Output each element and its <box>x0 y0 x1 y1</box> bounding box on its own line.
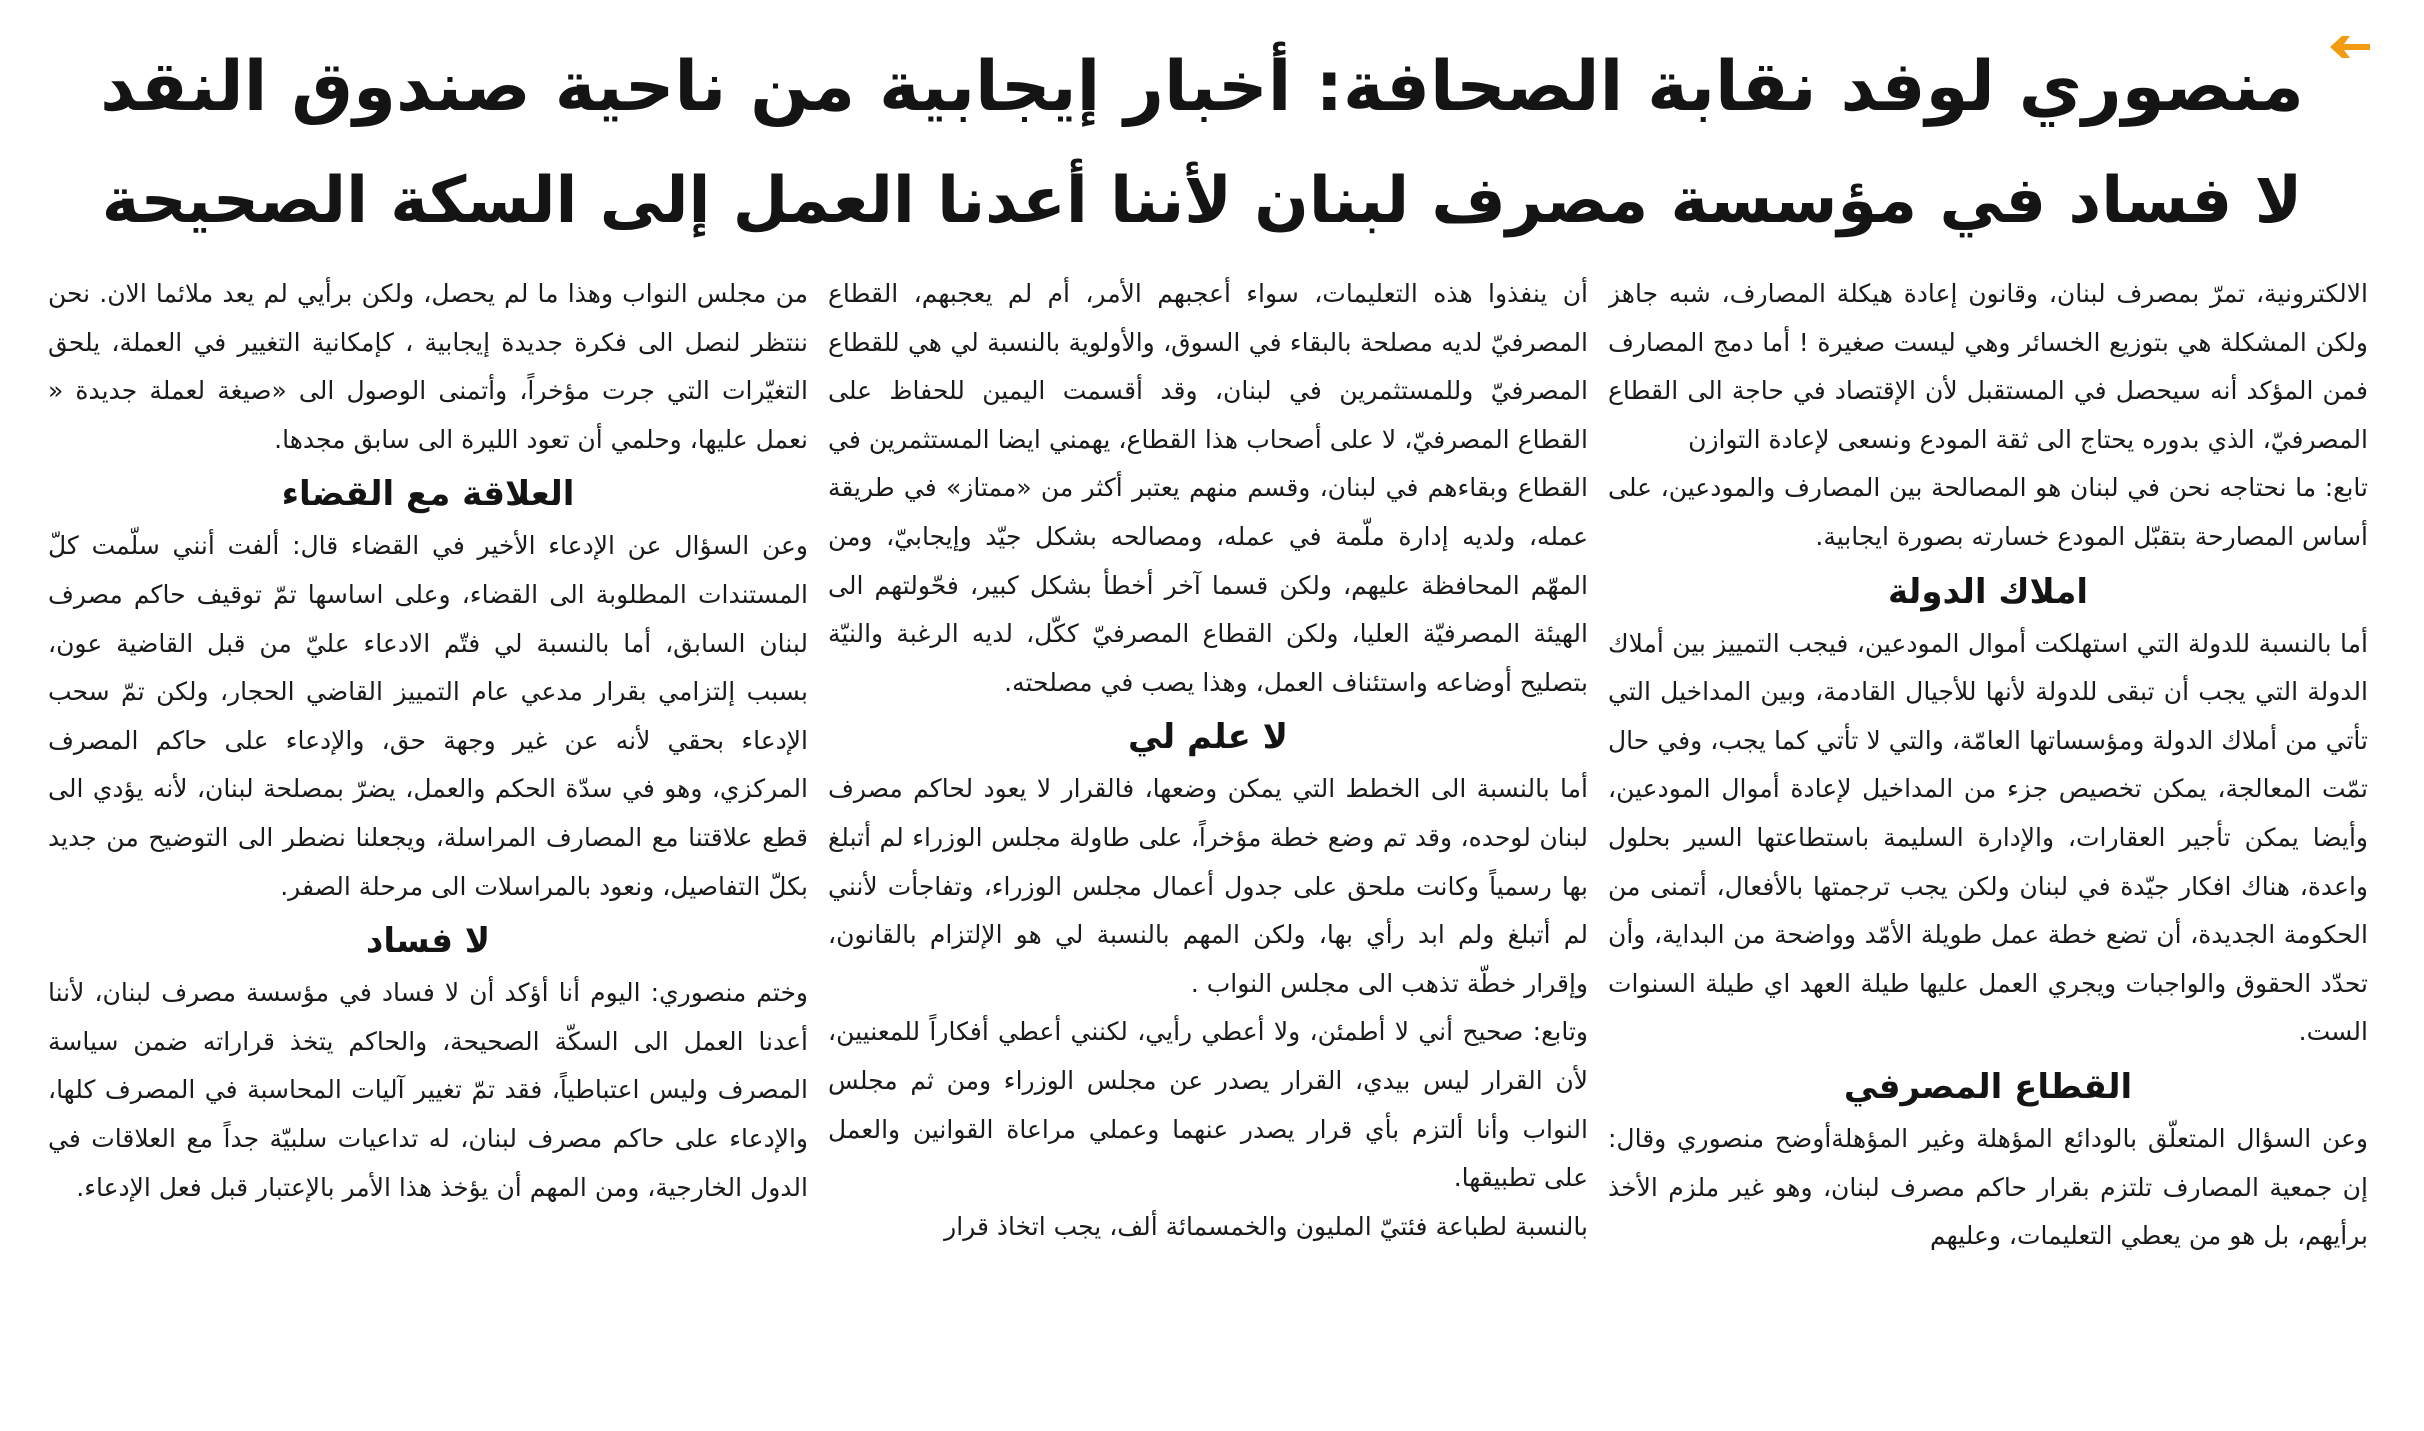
subheading-no-knowledge: لا علم لي <box>1128 717 1288 758</box>
arrow-left-icon <box>2326 32 2372 62</box>
paragraph: وعن السؤال عن الإدعاء الأخير في القضاء قال: ألفت أنني سلّمت كلّ المستندات المطلوبة الى القضاء، وعلى اساسها تمّ توقيف حاكم مصرف لبنان السابق، أما بالنسبة لي فتّم الادعاء عليّ من قبل القاضية عون، بسبب إلتزامي بقرار مدعي عام التمييز القاضي الحجار، ولكن تمّ سحب الإدعاء بحقي لأنه عن غير وجهة حق، والإدعاء على حاكم المصرف المركزي، وهو في سدّة الحكم والعمل، يضرّ بمصلحة لبنان، لأنه يؤدي الى قطع علاقتنا مع المصارف المراسلة، ويجعلنا نضطر الى التوضيح من جديد بكلّ التفاصيل، ونعود بالمراسلات الى مرحلة الصفر. <box>48 531 808 901</box>
subheading-state-assets: املاك الدولة <box>1887 571 2089 612</box>
paragraph: وعن السؤال المتعلّق بالودائع المؤهلة وغير المؤهلةأوضح منصوري وقال: إن جمعية المصارف تلتزم بقرار حاكم مصرف لبنان، وهو غير ملزم الأخذ برأيهم، بل هو من يعطي التعليمات، وعليهم <box>1608 1123 2368 1251</box>
subheading-no-corruption: لا فساد <box>365 921 491 962</box>
column-right <box>1608 270 2368 1380</box>
column-middle <box>828 270 1588 1380</box>
paragraph: وتابع: صحيح أني لا أطمئن، ولا أعطي رأيي، لكنني أعطي أفكاراً للمعنيين، لأن القرار ليس بيدي، القرار يصدر عن مجلس الوزراء ومن ثم مجلس النواب وأنا ألتزم بأي قرار يصدر عنهما وعملي مراعاة القوانين والعمل على تطبيقها. <box>828 1017 1588 1193</box>
headline-line-2: لا فساد في مؤسسة مصرف لبنان لأننا أعدنا العمل إلى السكة الصحيحة <box>101 164 2303 238</box>
paragraph: أن ينفذوا هذه التعليمات، سواء أعجبهم الأمر، أم لم يعجبهم، القطاع المصرفيّ لديه مصلحة بالبقاء في السوق، والأولوية بالنسبة لي هي للقطاع المصرفيّ وللمستثمرين في لبنان، وقد أقسمت اليمين للحفاظ على القطاع المصرفيّ، لا على أصحاب هذا القطاع، يهمني ايضا المستثمرين في القطاع وبقاءهم في لبنان، وقسم منهم يعتبر أكثر من «ممتاز» في طريقة عمله، ولديه إدارة ملّمة في عمله، ومصالحه بشكل جيّد وإيجابيّ، ومن المهّم المحافظة عليهم، ولكن قسما آخر أخطأ بشكل كبير، فحّولتهم الى الهيئة المصرفيّة العليا، ولكن القطاع المصرفيّ ككّل، لديه الرغبة والنيّة بتصليح أوضاعه واستئناف العمل، وهذا يصب في مصلحته. <box>828 279 1588 697</box>
column-left <box>48 270 808 1380</box>
paragraph: بالنسبة لطباعة فئتيّ المليون والخمسمائة ألف، يجب اتخاذ قرار <box>944 1211 1588 1241</box>
subheading-banking-sector: القطاع المصرفي <box>1843 1066 2133 1107</box>
headline-line-1: منصوري لوفد نقابة الصحافة: أخبار إيجابية من ناحية صندوق النقد <box>100 47 2304 127</box>
subheading-judiciary: العلاقة مع القضاء <box>281 474 575 515</box>
paragraph: الالكترونية، تمرّ بمصرف لبنان، وقانون إعادة هيكلة المصارف، شبه جاهز ولكن المشكلة هي بتوزيع الخسائر وهي ليست صغيرة ! أما دمج المصارف فمن المؤكد أنه سيحصل في المستقبل لأن الإقتصاد في حاجة الى القطاع المصرفيّ، الذي بدوره يحتاج الى ثقة المودع ونسعى لإعادة التوازن <box>1608 279 2368 454</box>
paragraph: من مجلس النواب وهذا ما لم يحصل، ولكن برأيي لم يعد ملائما الان. نحن ننتظر لنصل الى فكرة جديدة إيجابية ، كإمكانية التغيير في العملة، يلحق التغيّرات التي جرت مؤخراً، وأتمنى الوصول الى «صيغة لعملة جديدة « نعمل عليها، وحلمي أن تعود الليرة الى سابق مجدها. <box>48 279 808 454</box>
paragraph: أما بالنسبة الى الخطط التي يمكن وضعها، فالقرار لا يعود لحاكم مصرف لبنان لوحده، وقد تم وضع خطة مؤخراً، على طاولة مجلس الوزراء لم أتبلغ بها رسمياً وكانت ملحق على جدول أعمال مجلس الوزراء، وتفاجأت لأنني لم أتبلغ ولم ابد رأي بها، ولكن المهم بالنسبة لي هو الإلتزام بالقانون، وإقرار خطّة تذهب الى مجلس النواب . <box>828 774 1588 998</box>
paragraph: وختم منصوري: اليوم أنا أؤكد أن لا فساد في مؤسسة مصرف لبنان، لأننا أعدنا العمل الى السكّة الصحيحة، والحاكم يتخذ قراراته ضمن سياسة المصرف وليس اعتباطياً، فقد تمّ تغيير آليات المحاسبة في المصرف كلها، والإدعاء على حاكم مصرف لبنان، له تداعيات سلبيّة جداً مع العلاقات في الدول الخارجية، ومن المهم أن يؤخذ هذا الأمر بالإعتبار قبل فعل الإدعاء. <box>48 978 808 1202</box>
article-headline <box>100 30 2304 258</box>
paragraph: أما بالنسبة للدولة التي استهلكت أموال المودعين، فيجب التمييز بين أملاك الدولة التي يجب أن تبقى للدولة لأنها للأجيال القادمة، وبين المداخيل التي تأتي من أملاك الدولة ومؤسساتها العامّة، والتي لا تأتي كما يجب، وفي حال تمّت المعالجة، يمكن تخصيص جزء من المداخيل لإعادة أموال المودعين، وأيضا يمكن تأجير العقارات، والإدارة السليمة باستطاعتها السير بحلول واعدة، هناك افكار جيّدة في لبنان ولكن يجب ترجمتها بالأفعال، أتمنى من الحكومة الجديدة، أن تضع خطة عمل طويلة الأمّد وواضحة من البداية، وأن تحدّد الحقوق والواجبات ويجري العمل عليها طيلة العهد اي طيلة السنوات الست. <box>1608 628 2368 1047</box>
article-body <box>48 270 2368 1380</box>
paragraph: تابع: ما نحتاجه نحن في لبنان هو المصالحة بين المصارف والمودعين، على أساس المصارحة بتقبّل المودع خسارته بصورة ايجابية. <box>1608 473 2368 551</box>
